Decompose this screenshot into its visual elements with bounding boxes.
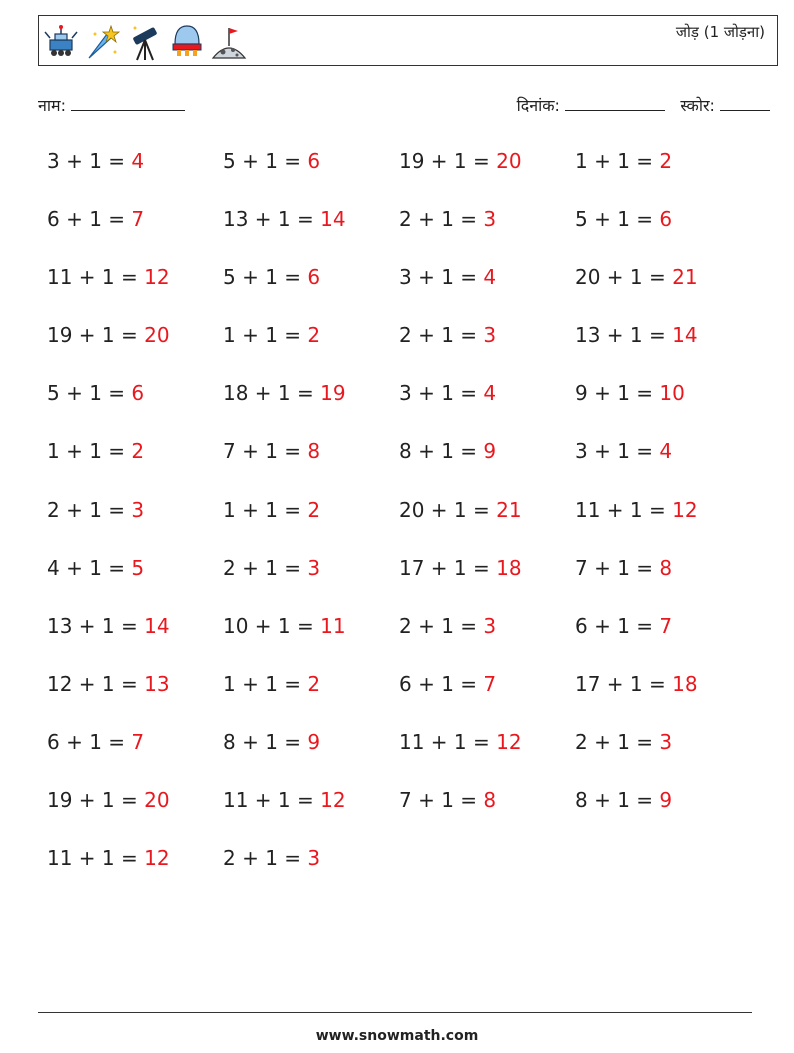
problem-question: 1 + 1 = — [223, 497, 308, 522]
problem-row — [47, 320, 767, 378]
problem-answer: 14 — [320, 207, 346, 232]
problem-item — [575, 262, 751, 320]
problem-item — [223, 262, 399, 320]
problem-item — [47, 495, 223, 553]
problem-answer: 3 — [483, 613, 497, 638]
problem-question: 11 + 1 = — [575, 497, 673, 522]
problem-question: 11 + 1 = — [47, 265, 145, 290]
problem-item — [47, 611, 223, 669]
name-label: नाम: — [38, 96, 66, 115]
problem-question: 11 + 1 = — [223, 788, 321, 813]
problem-answer: 7 — [659, 613, 673, 638]
problem-row — [47, 495, 767, 553]
problem-row — [47, 553, 767, 611]
rover-icon — [43, 20, 79, 64]
problem-question: 7 + 1 = — [575, 555, 660, 580]
problem-answer: 7 — [131, 207, 145, 232]
problem-item — [47, 727, 223, 785]
problem-item — [575, 436, 751, 494]
problem-question: 19 + 1 = — [47, 323, 145, 348]
problem-item — [223, 611, 399, 669]
problem-question: 6 + 1 = — [47, 207, 132, 232]
problem-question: 13 + 1 = — [223, 207, 321, 232]
moon-flag-icon — [211, 20, 247, 64]
problem-question: 11 + 1 = — [47, 846, 145, 871]
problem-answer: 21 — [672, 265, 698, 290]
problem-grid — [47, 146, 767, 901]
problem-item — [47, 204, 223, 262]
problem-question: 4 + 1 = — [47, 555, 132, 580]
telescope-icon — [127, 20, 163, 64]
problem-answer: 7 — [483, 671, 497, 696]
problem-item — [575, 553, 751, 611]
problem-answer: 3 — [307, 555, 321, 580]
date-label: दिनांक: — [516, 96, 560, 115]
problem-item — [399, 436, 575, 494]
problem-question: 3 + 1 = — [399, 265, 484, 290]
problem-row — [47, 378, 767, 436]
problem-question: 9 + 1 = — [575, 381, 660, 406]
problem-answer: 2 — [307, 671, 321, 696]
problem-question: 8 + 1 = — [223, 729, 308, 754]
problem-answer: 8 — [659, 555, 673, 580]
problem-item — [223, 727, 399, 785]
problem-answer: 13 — [144, 671, 170, 696]
problem-answer: 4 — [483, 381, 497, 406]
problem-question: 1 + 1 = — [223, 671, 308, 696]
score-label: स्कोर: — [680, 96, 715, 115]
problem-question: 5 + 1 = — [223, 265, 308, 290]
problem-question: 3 + 1 = — [399, 381, 484, 406]
problem-answer: 6 — [131, 381, 145, 406]
problem-question: 17 + 1 = — [399, 555, 497, 580]
problem-answer: 3 — [659, 729, 673, 754]
problem-question: 13 + 1 = — [575, 323, 673, 348]
problem-item — [399, 320, 575, 378]
problem-item — [47, 843, 223, 901]
problem-answer: 9 — [307, 729, 321, 754]
problem-question: 11 + 1 = — [399, 729, 497, 754]
problem-answer: 2 — [307, 497, 321, 522]
problem-item — [223, 378, 399, 436]
problem-question: 2 + 1 = — [399, 613, 484, 638]
problem-item — [223, 495, 399, 553]
problem-question: 2 + 1 = — [399, 323, 484, 348]
problem-item — [47, 378, 223, 436]
footer-url: www.snowmath.com — [315, 1028, 479, 1044]
problem-row — [47, 262, 767, 320]
problem-answer: 14 — [144, 613, 170, 638]
problem-question: 17 + 1 = — [575, 671, 673, 696]
date-blank[interactable] — [565, 94, 665, 111]
problem-question: 5 + 1 = — [575, 207, 660, 232]
problem-question: 6 + 1 = — [47, 729, 132, 754]
problem-question: 2 + 1 = — [223, 555, 308, 580]
problem-answer: 4 — [659, 439, 673, 464]
problem-item — [575, 727, 751, 785]
problem-item — [223, 146, 399, 204]
problem-question: 12 + 1 = — [47, 671, 145, 696]
problem-question: 20 + 1 = — [399, 497, 497, 522]
problem-item — [575, 669, 751, 727]
shooting-star-icon — [85, 20, 121, 64]
problem-answer: 8 — [483, 788, 497, 813]
problem-item — [575, 204, 751, 262]
problem-answer: 20 — [144, 323, 170, 348]
problem-row — [47, 785, 767, 843]
problem-question: 2 + 1 = — [575, 729, 660, 754]
problem-answer: 3 — [131, 497, 145, 522]
problem-answer: 12 — [320, 788, 346, 813]
problem-question: 19 + 1 = — [399, 149, 497, 173]
problem-answer: 3 — [483, 323, 497, 348]
problem-item — [399, 495, 575, 553]
problem-answer: 6 — [659, 207, 673, 232]
header-icons — [43, 20, 247, 64]
problem-item — [575, 378, 751, 436]
score-blank[interactable] — [720, 94, 770, 111]
problem-question: 2 + 1 = — [223, 846, 308, 871]
problem-question: 10 + 1 = — [223, 613, 321, 638]
problem-answer: 4 — [131, 149, 145, 173]
problem-item — [47, 669, 223, 727]
problem-item — [399, 378, 575, 436]
problem-item — [399, 553, 575, 611]
problem-answer: 10 — [659, 381, 685, 406]
problem-item — [575, 611, 751, 669]
problem-item — [47, 785, 223, 843]
problem-item — [399, 785, 575, 843]
problem-question: 2 + 1 = — [399, 207, 484, 232]
problem-item — [47, 436, 223, 494]
problem-item — [399, 669, 575, 727]
problem-row — [47, 146, 767, 204]
problem-row — [47, 611, 767, 669]
problem-answer: 18 — [496, 555, 522, 580]
problem-answer: 4 — [483, 265, 497, 290]
problem-item — [223, 669, 399, 727]
problem-answer: 3 — [483, 207, 497, 232]
problem-item — [575, 320, 751, 378]
problem-answer: 12 — [144, 846, 170, 871]
problem-question: 1 + 1 = — [223, 323, 308, 348]
problem-item — [47, 262, 223, 320]
problem-question: 13 + 1 = — [47, 613, 145, 638]
problem-item — [399, 262, 575, 320]
problem-answer: 20 — [496, 149, 522, 173]
problem-question: 6 + 1 = — [575, 613, 660, 638]
name-field — [38, 94, 185, 116]
problem-item — [575, 495, 751, 553]
problem-answer: 11 — [320, 613, 346, 638]
problem-question: 5 + 1 = — [47, 381, 132, 406]
problem-item — [223, 320, 399, 378]
problem-question: 8 + 1 = — [575, 788, 660, 813]
problem-question: 5 + 1 = — [223, 149, 308, 173]
problem-answer: 7 — [131, 729, 145, 754]
problem-answer: 12 — [144, 265, 170, 290]
problem-item — [399, 727, 575, 785]
problem-question: 19 + 1 = — [47, 788, 145, 813]
problem-answer: 18 — [672, 671, 698, 696]
problem-question: 1 + 1 = — [575, 149, 660, 173]
problem-answer: 2 — [131, 439, 145, 464]
problem-answer: 3 — [307, 846, 321, 871]
problem-question: 3 + 1 = — [575, 439, 660, 464]
date-score-field — [517, 94, 770, 116]
problem-question: 2 + 1 = — [47, 497, 132, 522]
problem-item — [47, 553, 223, 611]
problem-answer: 9 — [483, 439, 497, 464]
problem-answer: 8 — [307, 439, 321, 464]
problem-question: 7 + 1 = — [399, 788, 484, 813]
problem-question: 3 + 1 = — [47, 149, 132, 173]
problem-question: 1 + 1 = — [47, 439, 132, 464]
problem-item — [399, 611, 575, 669]
problem-item — [223, 553, 399, 611]
problem-answer: 9 — [659, 788, 673, 813]
worksheet-title: जोड़ (1 जोड़ना) — [675, 23, 765, 41]
problem-row — [47, 843, 767, 901]
problem-row — [47, 204, 767, 262]
problem-question: 20 + 1 = — [575, 265, 673, 290]
problem-answer: 14 — [672, 323, 698, 348]
problem-item — [223, 785, 399, 843]
problem-question: 8 + 1 = — [399, 439, 484, 464]
problem-answer: 6 — [307, 265, 321, 290]
problem-item — [399, 146, 575, 204]
problem-answer: 6 — [307, 149, 321, 173]
spaceship-icon — [169, 20, 205, 64]
worksheet-header — [38, 15, 778, 66]
problem-answer: 21 — [496, 497, 522, 522]
problem-answer: 2 — [307, 323, 321, 348]
problem-answer: 19 — [320, 381, 346, 406]
problem-row — [47, 669, 767, 727]
problem-question: 7 + 1 = — [223, 439, 308, 464]
problem-item — [47, 146, 223, 204]
problem-answer: 12 — [496, 729, 522, 754]
problem-item — [575, 785, 751, 843]
problem-item — [47, 320, 223, 378]
problem-row — [47, 727, 767, 785]
problem-item — [223, 204, 399, 262]
problem-item — [575, 146, 751, 204]
problem-answer: 2 — [659, 149, 673, 173]
problem-question: 18 + 1 = — [223, 381, 321, 406]
problem-answer: 12 — [672, 497, 698, 522]
name-blank[interactable] — [71, 94, 185, 111]
problem-item — [399, 204, 575, 262]
problem-row — [47, 436, 767, 494]
problem-answer: 20 — [144, 788, 170, 813]
footer-divider — [38, 1012, 752, 1013]
problem-item — [223, 436, 399, 494]
problem-item — [223, 843, 399, 901]
problem-question: 6 + 1 = — [399, 671, 484, 696]
problem-answer: 5 — [131, 555, 145, 580]
